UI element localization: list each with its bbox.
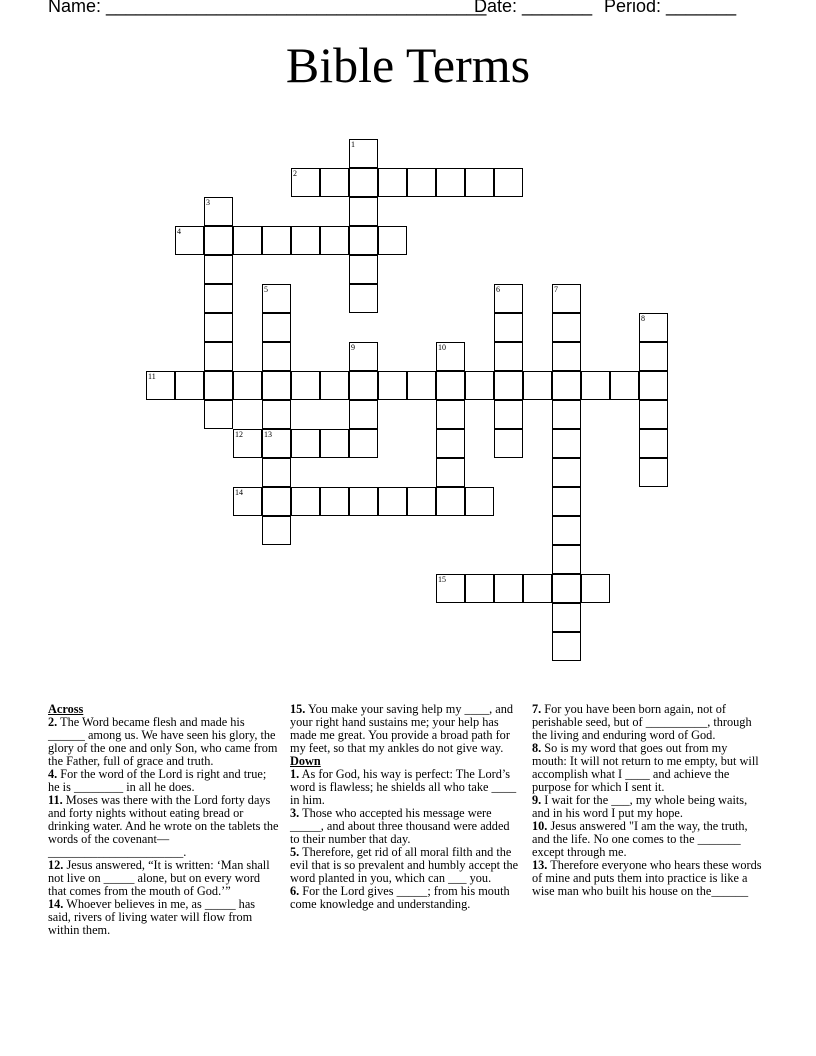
clue-number-label: 12 — [235, 430, 243, 439]
grid-cell-14[interactable] — [233, 487, 262, 516]
grid-cell[interactable] — [349, 226, 378, 255]
grid-cell[interactable] — [291, 487, 320, 516]
grid-cell-1[interactable] — [349, 139, 378, 168]
grid-cell[interactable] — [552, 313, 581, 342]
grid-cell[interactable] — [262, 516, 291, 545]
grid-cell[interactable] — [349, 400, 378, 429]
grid-cell[interactable] — [262, 487, 291, 516]
grid-cell[interactable] — [552, 603, 581, 632]
grid-cell[interactable] — [349, 168, 378, 197]
clue-number-label: 9 — [351, 343, 355, 352]
down-clue-8: 8. So is my word that goes out from my mouth: It will not return to me empty, but will accomplish what I ____ and achieve the purpose for which I sent it. — [532, 741, 759, 794]
grid-cell-13[interactable] — [262, 429, 291, 458]
grid-cell[interactable] — [523, 371, 552, 400]
across-heading: Across — [48, 702, 84, 716]
grid-cell-9[interactable] — [349, 342, 378, 371]
grid-cell[interactable] — [407, 371, 436, 400]
down-heading: Down — [290, 754, 321, 768]
grid-cell[interactable] — [407, 168, 436, 197]
clue-number-label: 5 — [264, 285, 268, 294]
down-clue-5: 5. Therefore, get rid of all moral filth and the evil that is so prevalent and humbly accept the word planted in you, which can ___ you. — [290, 845, 519, 885]
grid-cell[interactable] — [552, 400, 581, 429]
grid-cell[interactable] — [204, 371, 233, 400]
grid-cell[interactable] — [552, 574, 581, 603]
across-clue-12: 12. Jesus answered, “It is written: ‘Man shall not live on _____ alone, but on every word that comes from the mouth of God.’” — [48, 858, 270, 898]
across-clue-2: 2. The Word became flesh and made his ______ among us. We have seen his glory, the glory of the one and only Son, who came from the Father, full of grace and truth. — [48, 715, 278, 768]
grid-cell[interactable] — [494, 342, 523, 371]
down-clue-13: 13. Therefore everyone who hears these words of mine and puts them into practice is like a wise man who built his house on the______ — [532, 858, 762, 898]
grid-cell[interactable] — [436, 458, 465, 487]
grid-cell-15[interactable] — [436, 574, 465, 603]
grid-cell[interactable] — [639, 458, 668, 487]
grid-cell[interactable] — [552, 342, 581, 371]
grid-cell-2[interactable] — [291, 168, 320, 197]
grid-cell[interactable] — [349, 197, 378, 226]
date-field-label: Date: _______ — [474, 0, 593, 16]
grid-cell[interactable] — [320, 487, 349, 516]
clue-number-label: 15 — [438, 575, 446, 584]
grid-cell[interactable] — [436, 487, 465, 516]
grid-cell[interactable] — [262, 458, 291, 487]
grid-cell[interactable] — [494, 429, 523, 458]
grid-cell[interactable] — [233, 226, 262, 255]
grid-cell[interactable] — [204, 255, 233, 284]
grid-cell[interactable] — [639, 400, 668, 429]
grid-cell[interactable] — [552, 487, 581, 516]
grid-cell[interactable] — [465, 574, 494, 603]
down-clue-1: 1. As for God, his way is perfect: The Lord’s word is flawless; he shields all who take ____ in him. — [290, 767, 517, 807]
grid-cell[interactable] — [407, 487, 436, 516]
grid-cell[interactable] — [204, 400, 233, 429]
grid-cell[interactable] — [320, 429, 349, 458]
clues-column-3 — [532, 703, 764, 898]
grid-cell[interactable] — [552, 371, 581, 400]
grid-cell[interactable] — [552, 458, 581, 487]
down-clue-6: 6. For the Lord gives _____; from his mouth come knowledge and understanding. — [290, 884, 510, 911]
grid-cell[interactable] — [465, 487, 494, 516]
clues-column-2 — [290, 703, 522, 911]
grid-cell[interactable] — [349, 255, 378, 284]
grid-cell[interactable] — [349, 487, 378, 516]
grid-cell[interactable] — [639, 371, 668, 400]
down-clue-10: 10. Jesus answered "I am the way, the truth, and the life. No one comes to the _______ except through me. — [532, 819, 748, 859]
down-clue-9: 9. I wait for the ___, my whole being waits, and in his word I put my hope. — [532, 793, 748, 820]
grid-cell[interactable] — [639, 342, 668, 371]
clue-number-label: 10 — [438, 343, 446, 352]
grid-cell[interactable] — [465, 371, 494, 400]
name-field-label: Name: ______________________________________ — [48, 0, 487, 16]
clue-number-label: 11 — [148, 372, 156, 381]
grid-cell-5[interactable] — [262, 284, 291, 313]
grid-cell[interactable] — [378, 226, 407, 255]
grid-cell[interactable] — [378, 168, 407, 197]
grid-cell-11[interactable] — [146, 371, 175, 400]
grid-cell-7[interactable] — [552, 284, 581, 313]
grid-cell[interactable] — [175, 371, 204, 400]
clues-column-1 — [48, 703, 280, 937]
grid-cell[interactable] — [378, 487, 407, 516]
grid-cell[interactable] — [204, 226, 233, 255]
grid-cell[interactable] — [581, 371, 610, 400]
grid-cell[interactable] — [581, 574, 610, 603]
grid-cell[interactable] — [320, 168, 349, 197]
grid-cell[interactable] — [552, 516, 581, 545]
grid-cell[interactable] — [204, 284, 233, 313]
clue-number-label: 8 — [641, 314, 645, 323]
down-clue-7: 7. For you have been born again, not of perishable seed, but of __________, through the living and enduring word of God. — [532, 702, 752, 742]
clue-number-label: 7 — [554, 285, 558, 294]
clue-number-label: 13 — [264, 430, 272, 439]
grid-cell-3[interactable] — [204, 197, 233, 226]
grid-cell[interactable] — [639, 429, 668, 458]
grid-cell[interactable] — [494, 371, 523, 400]
period-field-label: Period: _______ — [604, 0, 737, 16]
page-title: Bible Terms — [285, 37, 531, 93]
grid-cell[interactable] — [262, 226, 291, 255]
across-clue-15: 15. You make your saving help my ____, and your right hand sustains me; your help has made me great. You provide a broad path for my feet, so that my ankles do not give way. — [290, 702, 514, 755]
clue-number-label: 1 — [351, 140, 355, 149]
down-clue-3: 3. Those who accepted his message were _____, and about three thousand were added to their number that day. — [290, 806, 510, 846]
grid-cell[interactable] — [349, 284, 378, 313]
clue-number-label: 2 — [293, 169, 297, 178]
grid-cell[interactable] — [494, 400, 523, 429]
grid-cell[interactable] — [204, 342, 233, 371]
grid-cell[interactable] — [320, 226, 349, 255]
grid-cell[interactable] — [291, 226, 320, 255]
grid-cell[interactable] — [436, 168, 465, 197]
grid-cell[interactable] — [610, 371, 639, 400]
grid-cell[interactable] — [465, 168, 494, 197]
grid-cell[interactable] — [233, 371, 262, 400]
grid-cell[interactable] — [291, 429, 320, 458]
grid-cell[interactable] — [378, 371, 407, 400]
grid-cell[interactable] — [494, 313, 523, 342]
clue-number-label: 4 — [177, 227, 181, 236]
grid-cell[interactable] — [552, 429, 581, 458]
grid-cell-10[interactable] — [436, 342, 465, 371]
grid-cell[interactable] — [523, 574, 552, 603]
grid-cell[interactable] — [262, 400, 291, 429]
grid-cell[interactable] — [349, 371, 378, 400]
grid-cell[interactable] — [320, 371, 349, 400]
grid-cell[interactable] — [262, 342, 291, 371]
grid-cell-6[interactable] — [494, 284, 523, 313]
clue-number-label: 3 — [206, 198, 210, 207]
grid-cell[interactable] — [262, 371, 291, 400]
across-clue-14: 14. Whoever believes in me, as _____ has said, rivers of living water will flow from within them. — [48, 897, 256, 937]
grid-cell[interactable] — [552, 545, 581, 574]
clue-number-label: 6 — [496, 285, 500, 294]
across-clue-4: 4. For the word of the Lord is right and true; he is ________ in all he does. — [48, 767, 267, 794]
grid-cell[interactable] — [436, 400, 465, 429]
grid-cell-4[interactable] — [175, 226, 204, 255]
grid-cell[interactable] — [436, 429, 465, 458]
grid-cell[interactable] — [494, 168, 523, 197]
grid-cell[interactable] — [349, 429, 378, 458]
grid-cell[interactable] — [262, 313, 291, 342]
across-clue-11: 11. Moses was there with the Lord forty days and forty nights without eating bread or drinking water. And he wrote on the tablets the words of the covenant—______________________. — [48, 793, 279, 859]
grid-cell[interactable] — [291, 371, 320, 400]
grid-cell-12[interactable] — [233, 429, 262, 458]
clue-number-label: 14 — [235, 488, 243, 497]
grid-cell[interactable] — [436, 371, 465, 400]
grid-cell-8[interactable] — [639, 313, 668, 342]
grid-cell[interactable] — [552, 632, 581, 661]
grid-cell[interactable] — [204, 313, 233, 342]
grid-cell[interactable] — [494, 574, 523, 603]
